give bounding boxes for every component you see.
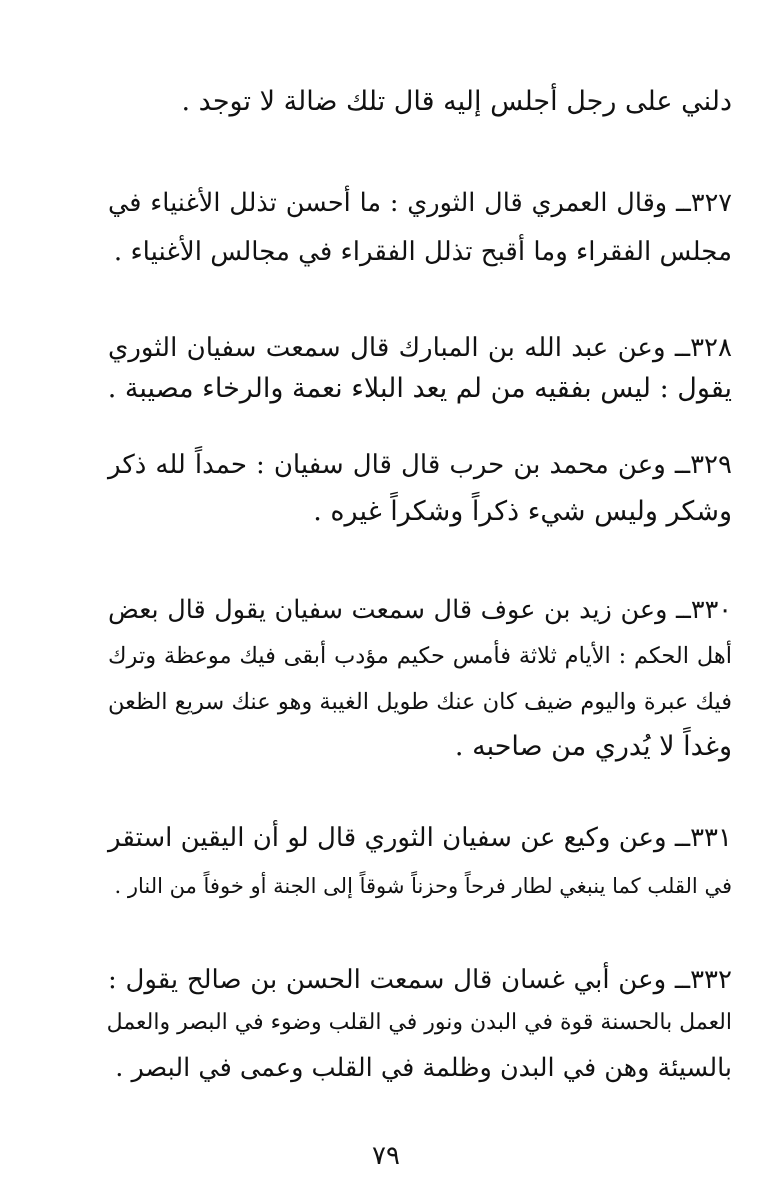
page-number: ٧٩ xyxy=(372,1141,400,1171)
text-line-9: أهل الحكم : الأيام ثلاثة فأمس حكيم مؤدب أبقى فيك موعظة وترك xyxy=(108,643,732,669)
text-line-11: وغداً لا يُدري من صاحبه . xyxy=(454,731,732,762)
text-line-15: العمل بالحسنة قوة في البدن ونور في القلب وضوء في البصر والعمل xyxy=(106,1010,732,1035)
text-line-14: ٣٣٢ــ وعن أبي غسان قال سمعت الحسن بن صالح يقول : xyxy=(108,965,732,995)
text-line-1: دلني على رجل أجلس إليه قال تلك ضالة لا توجد . xyxy=(181,86,732,117)
text-line-5: يقول : ليس بفقيه من لم يعد البلاء نعمة والرخاء مصيبة . xyxy=(107,373,732,404)
text-line-12: ٣٣١ــ وعن وكيع عن سفيان الثوري قال لو أن اليقين استقر xyxy=(108,823,732,853)
text-line-4: ٣٢٨ــ وعن عبد الله بن المبارك قال سمعت سفيان الثوري xyxy=(108,333,732,363)
text-line-8: ٣٣٠ــ وعن زيد بن عوف قال سمعت سفيان يقول قال بعض xyxy=(108,595,732,625)
text-line-6: ٣٢٩ــ وعن محمد بن حرب قال قال سفيان : حمداً لله ذكر xyxy=(108,450,732,480)
text-line-13: في القلب كما ينبغي لطار فرحاً وحزناً شوقاً إلى الجنة أو خوفاً من النار . xyxy=(114,874,732,898)
text-line-3: مجلس الفقراء وما أقبح تذلل الفقراء في مجالس الأغنياء . xyxy=(113,237,732,267)
text-line-2: ٣٢٧ــ وقال العمري قال الثوري : ما أحسن تذلل الأغنياء في xyxy=(108,188,732,218)
text-line-10: فيك عبرة واليوم ضيف كان عنك طويل الغيبة وهو عنك سريع الظعن xyxy=(108,689,732,715)
text-line-7: وشكر وليس شيء ذكراً وشكراً غيره . xyxy=(313,496,732,527)
text-line-16: بالسيئة وهن في البدن وظلمة في القلب وعمى في البصر . xyxy=(115,1053,732,1083)
